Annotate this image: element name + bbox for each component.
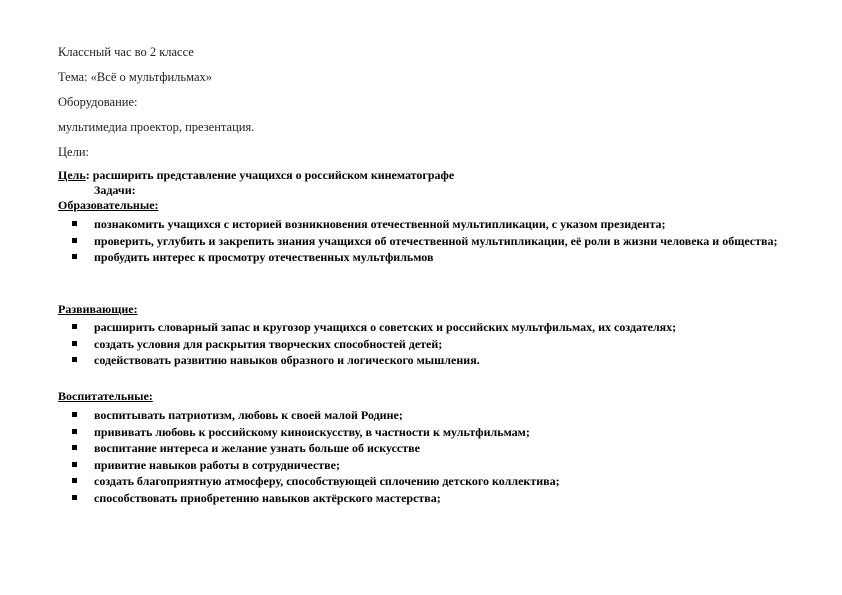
- bullet-icon: [72, 478, 77, 483]
- bullet-icon: [72, 357, 77, 362]
- goal-label: Цель: [58, 168, 86, 182]
- bullet-icon: [72, 238, 77, 243]
- bullet-icon: [72, 445, 77, 450]
- list-item: создать условия для раскрытия творческих способностей детей;: [58, 336, 798, 353]
- list-item: проверить, углубить и закрепить знания учащихся об отечественной мультипликации, её роли в жизни человека и общества;: [58, 233, 784, 250]
- bullet-icon: [72, 341, 77, 346]
- tasks-label: Задачи:: [94, 183, 136, 197]
- upbringing-heading: Воспитательные:: [58, 389, 153, 403]
- list-item: познакомить учащихся с историей возникновения отечественной мультипликации, с указом президента;: [58, 216, 798, 233]
- developing-list: [58, 319, 798, 369]
- goals-label: Цели:: [58, 145, 89, 159]
- bullet-icon: [72, 462, 77, 467]
- bullet-icon: [72, 221, 77, 226]
- list-item: воспитывать патриотизм, любовь к своей малой Родине;: [58, 407, 798, 424]
- educational-list: [58, 216, 798, 266]
- bullet-icon: [72, 412, 77, 417]
- equipment-value: мультимедиа проектор, презентация.: [58, 120, 255, 134]
- list-item: воспитание интереса и желание узнать больше об искусстве: [58, 440, 798, 457]
- developing-heading: Развивающие:: [58, 302, 138, 316]
- upbringing-list: [58, 407, 798, 507]
- educational-heading: Образовательные:: [58, 198, 159, 212]
- list-item: привитие навыков работы в сотрудничестве;: [58, 457, 798, 474]
- topic-line: Тема: «Всё о мультфильмах»: [58, 70, 212, 84]
- list-item: способствовать приобретению навыков актёрского мастерства;: [58, 490, 798, 507]
- list-item: расширить словарный запас и кругозор учащихся о советских и российских мультфильмах, их создателях;: [58, 319, 798, 336]
- list-item: прививать любовь к российскому киноискусству, в частности к мультфильмам;: [58, 424, 798, 441]
- bullet-icon: [72, 324, 77, 329]
- document-title: Классный час во 2 классе: [58, 45, 194, 59]
- goal-line: [58, 168, 454, 183]
- list-item: пробудить интерес к просмотру отечественных мультфильмов: [58, 249, 798, 266]
- list-item: содействовать развитию навыков образного и логического мышления.: [58, 352, 798, 369]
- bullet-icon: [72, 254, 77, 259]
- bullet-icon: [72, 495, 77, 500]
- equipment-label: Оборудование:: [58, 95, 138, 109]
- bullet-icon: [72, 429, 77, 434]
- goal-text: : расширить представление учащихся о российском кинематографе: [85, 168, 455, 182]
- list-item: создать благоприятную атмосферу, способствующей сплочению детского коллектива;: [58, 473, 798, 490]
